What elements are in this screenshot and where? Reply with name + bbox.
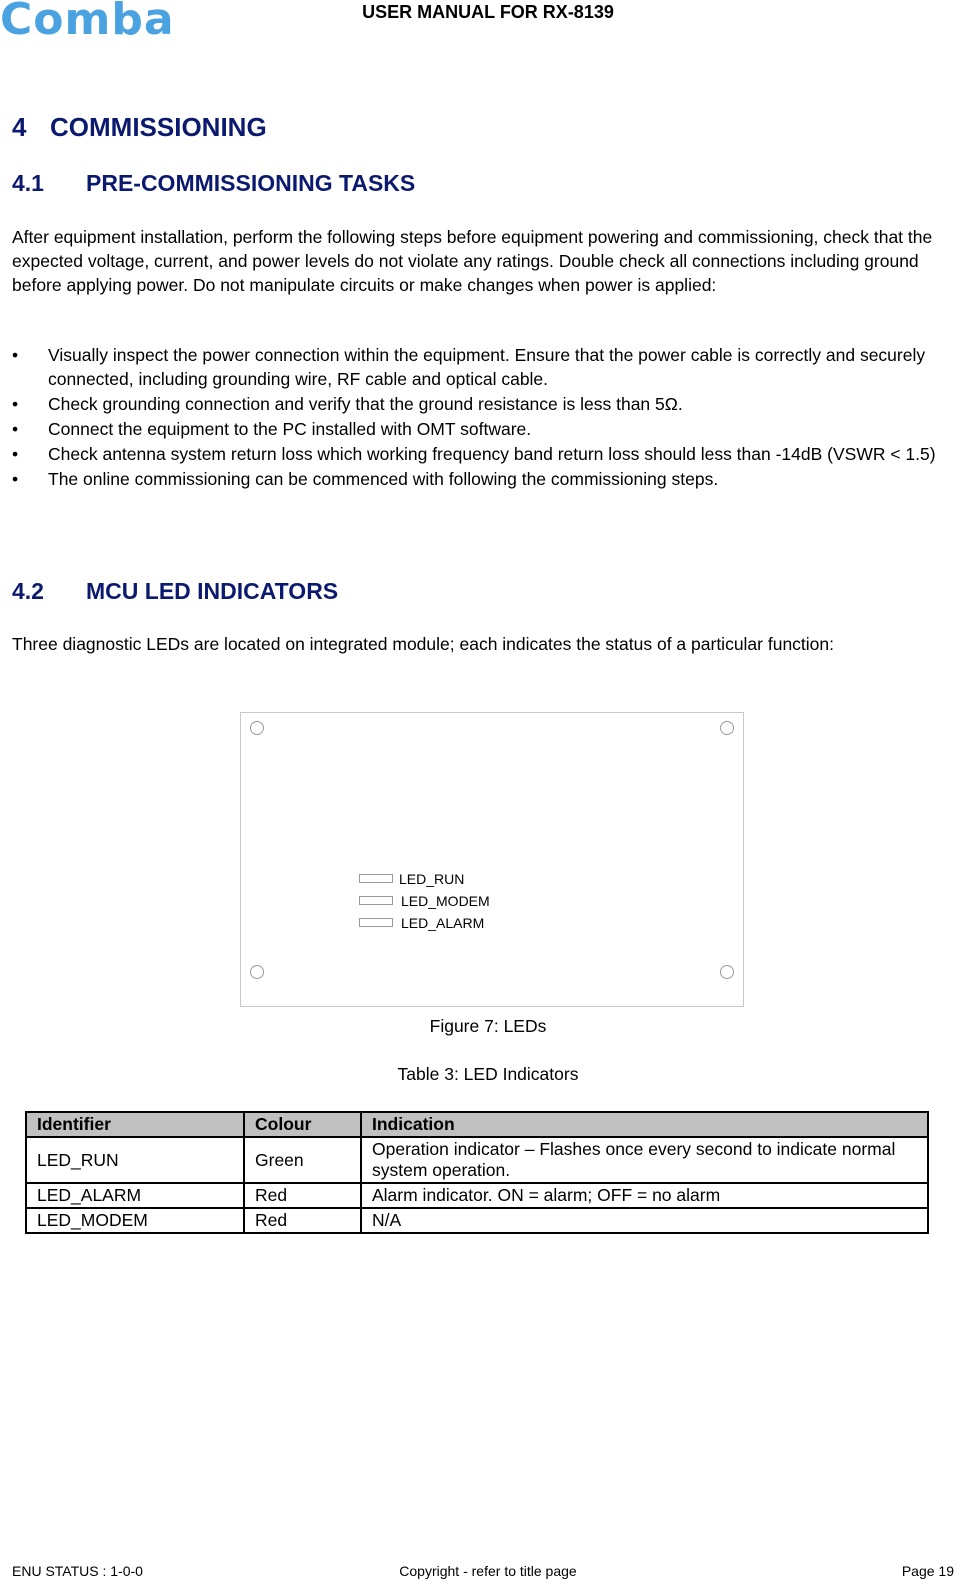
list-item: • Visually inspect the power connection within the equipment. Ensure that the power cable is correctly and securely connected, including grounding wire, RF cable and optical cable. <box>12 345 926 389</box>
led-board-figure <box>240 712 744 1007</box>
mounting-hole-icon <box>250 721 264 735</box>
mounting-hole-icon <box>250 965 264 979</box>
document-title: USER MANUAL FOR RX-8139 <box>362 2 614 22</box>
subsection-number: 4.2 <box>12 578 44 604</box>
table-cell: Alarm indicator. ON = alarm; OFF = no alarm <box>361 1183 928 1208</box>
bullet-icon: • <box>12 469 19 489</box>
list-item: • Check grounding connection and verify that the ground resistance is less than 5Ω. <box>12 394 683 414</box>
table-cell: Green <box>244 1137 361 1183</box>
table-cell: LED_ALARM <box>26 1183 244 1208</box>
subsection-title: PRE-COMMISSIONING TASKS <box>86 170 416 196</box>
table-header-row <box>26 1112 928 1137</box>
table-row <box>26 1208 928 1233</box>
column-header: Colour <box>244 1112 361 1137</box>
table-cell: Operation indicator – Flashes once every second to indicate normal system operation. <box>361 1137 928 1183</box>
mounting-hole-icon <box>720 721 734 735</box>
footer-copyright: Copyright - refer to title page <box>399 1563 577 1579</box>
subsection-title: MCU LED INDICATORS <box>86 578 339 604</box>
led-indicator-icon <box>359 918 393 927</box>
subsection-heading-4-1 <box>12 170 415 197</box>
led-label: LED_MODEM <box>401 893 490 909</box>
table-row <box>26 1137 928 1183</box>
bullet-icon: • <box>12 419 19 439</box>
footer-status: ENU STATUS : 1-0-0 <box>12 1563 143 1579</box>
table-cell: N/A <box>361 1208 928 1233</box>
footer-page-number: Page 19 <box>901 1563 954 1579</box>
bullet-icon: • <box>12 345 19 365</box>
list-item: • Check antenna system return loss which working frequency band return loss should less than -14dB (VSWR < 1.5) <box>12 444 936 464</box>
led-indicator-icon <box>359 874 393 883</box>
list-item: • Connect the equipment to the PC installed with OMT software. <box>12 419 532 439</box>
pre-commissioning-steps <box>12 343 972 492</box>
led-intro: Three diagnostic LEDs are located on integrated module; each indicates the status of a particular function: <box>12 634 835 654</box>
pre-commissioning-intro: After equipment installation, perform the following steps before equipment powering and commissioning, check that the expected voltage, current, and power levels do not violate any ratings. Double check all connections including ground before applying power. Do not manipulate circuits or make changes when power is applied: <box>12 227 933 295</box>
figure-caption: Figure 7: LEDs <box>429 1016 547 1036</box>
bullet-icon: • <box>12 394 19 414</box>
column-header: Indication <box>361 1112 928 1137</box>
table-caption: Table 3: LED Indicators <box>397 1064 579 1084</box>
bullet-icon: • <box>12 444 19 464</box>
mounting-hole-icon <box>720 965 734 979</box>
column-header: Identifier <box>26 1112 244 1137</box>
section-title: COMMISSIONING <box>50 112 267 142</box>
list-item: • The online commissioning can be commenced with following the commissioning steps. <box>12 469 719 489</box>
table-cell: LED_MODEM <box>26 1208 244 1233</box>
led-label: LED_ALARM <box>401 915 485 931</box>
subsection-heading-4-2 <box>12 578 338 605</box>
section-heading <box>12 112 267 143</box>
section-number: 4 <box>12 112 27 142</box>
comba-logo: Comba <box>0 0 175 45</box>
led-indicator-icon <box>359 896 393 905</box>
table-cell: LED_RUN <box>26 1137 244 1183</box>
led-indicators-table <box>25 1111 929 1234</box>
table-cell: Red <box>244 1183 361 1208</box>
led-label: LED_RUN <box>399 871 465 887</box>
subsection-number: 4.1 <box>12 170 44 196</box>
table-cell: Red <box>244 1208 361 1233</box>
table-row <box>26 1183 928 1208</box>
